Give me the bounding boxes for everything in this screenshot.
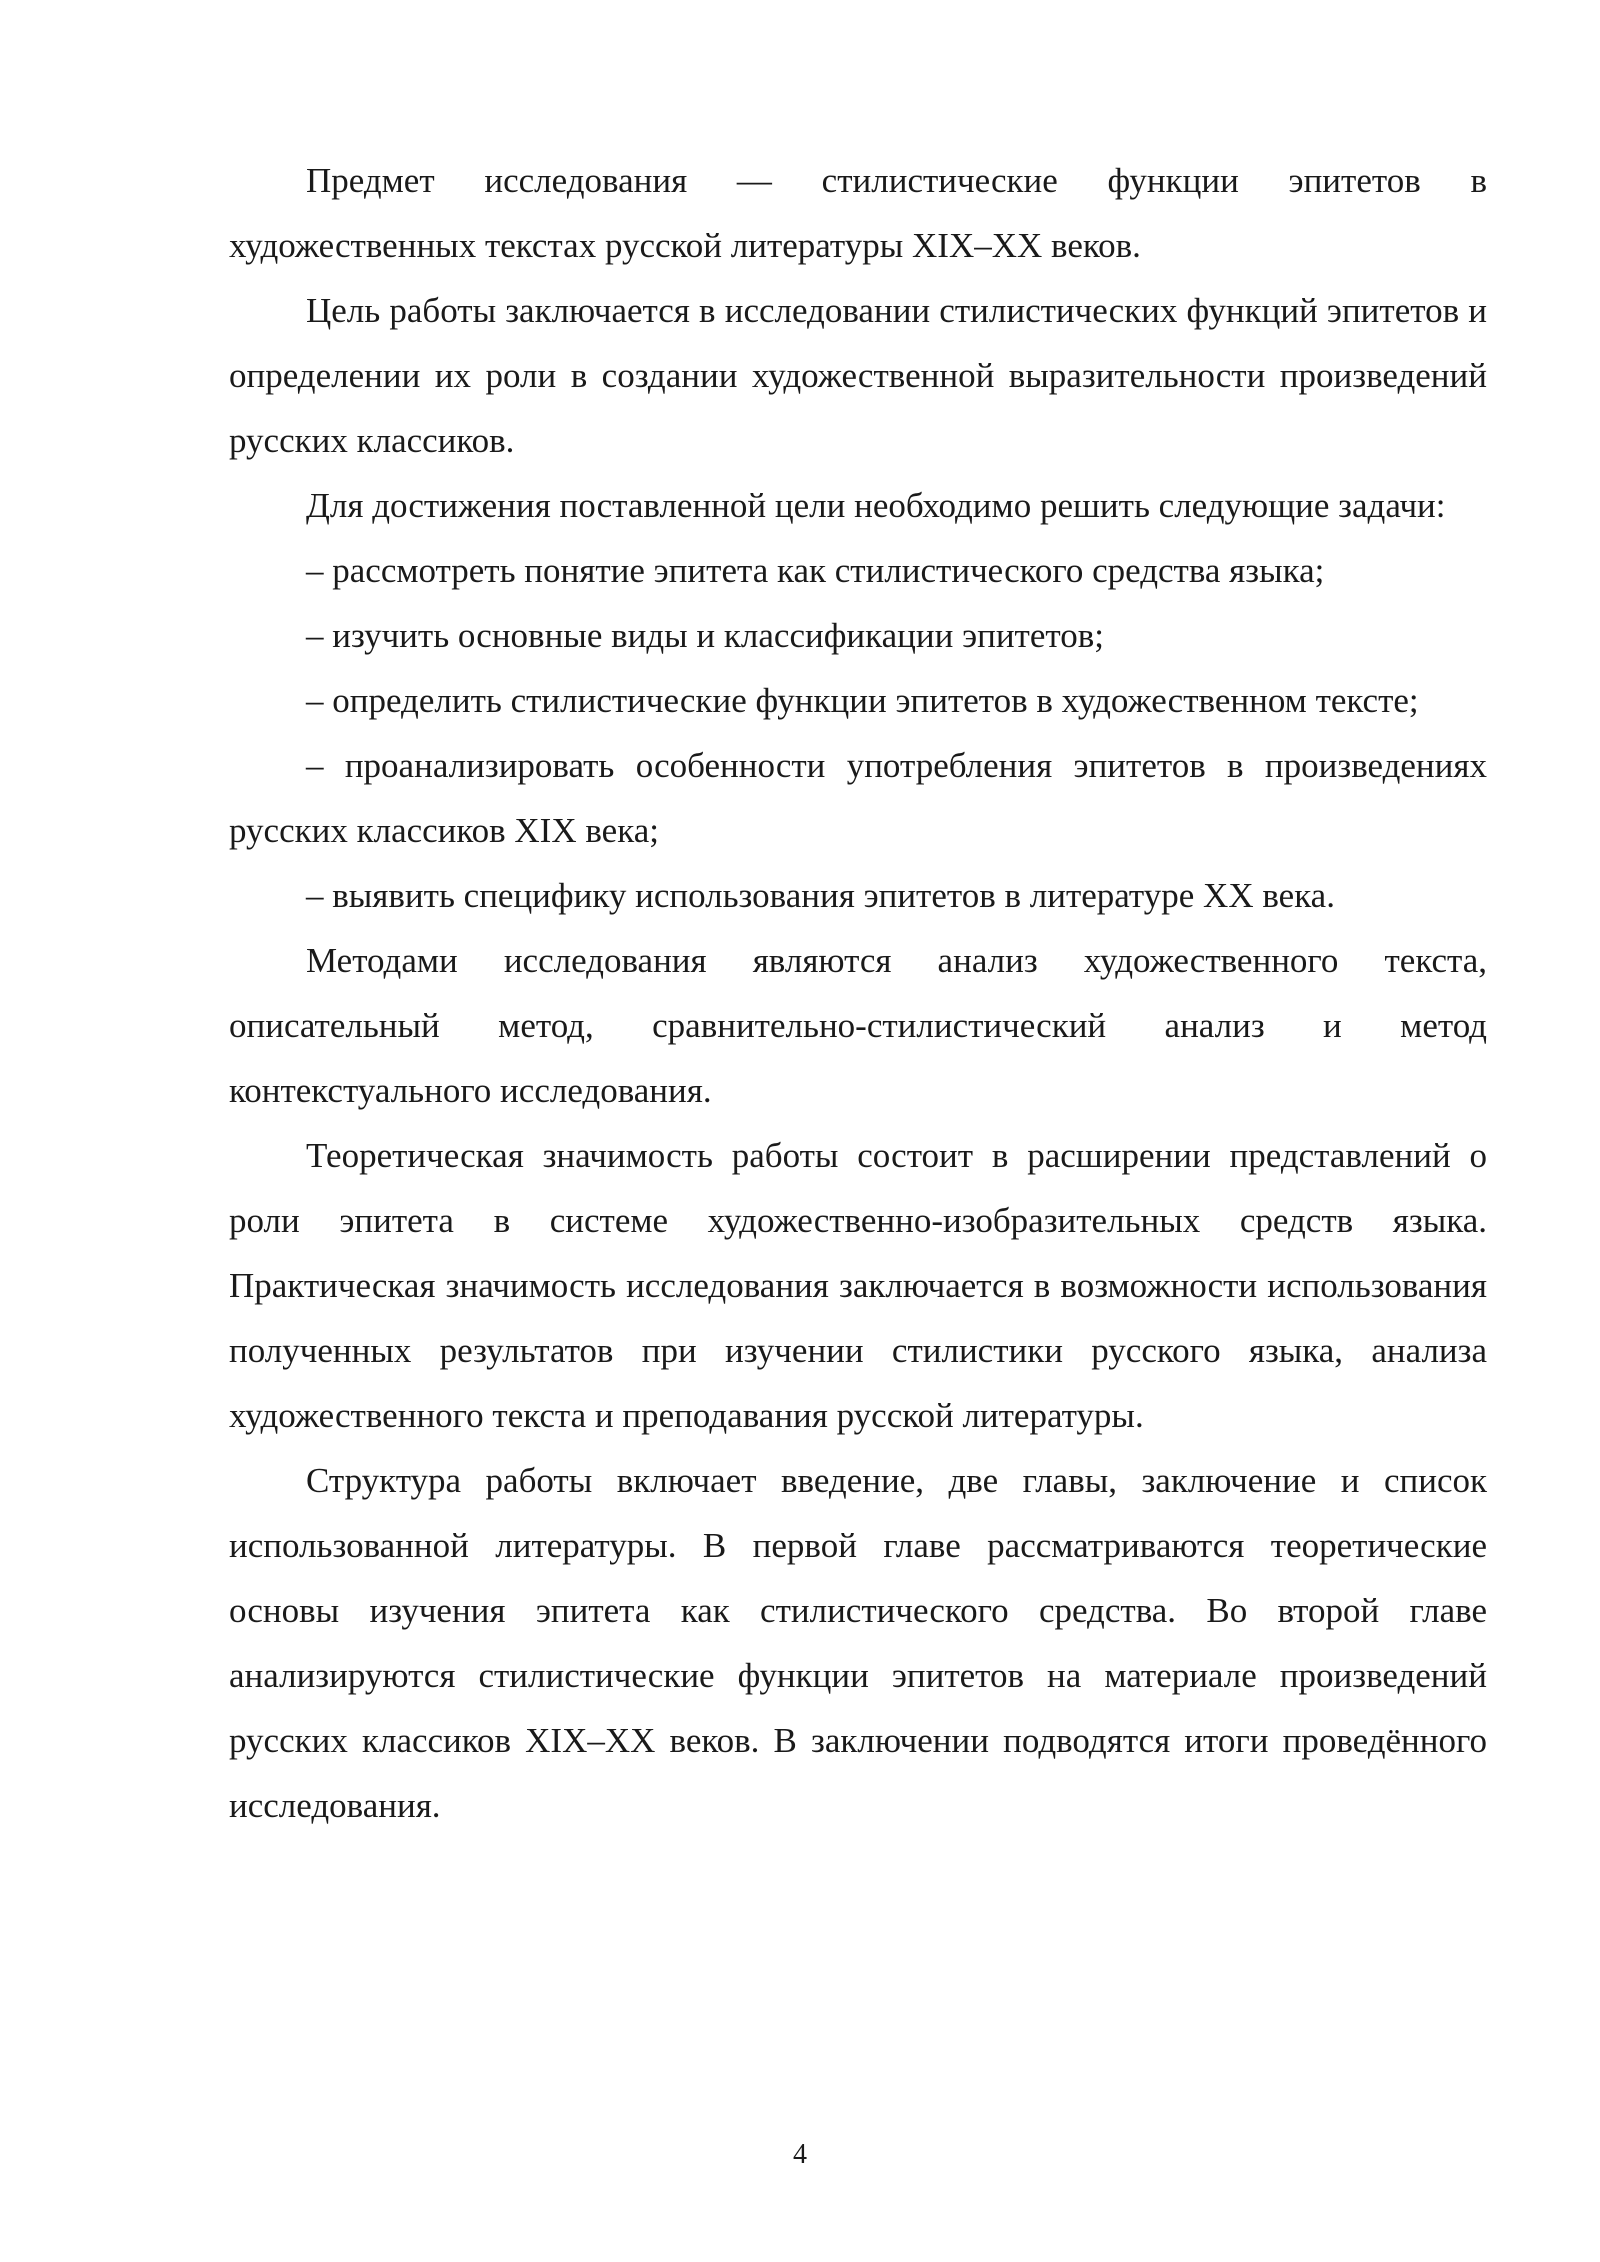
list-item-task-3: – определить стилистические функции эпитетов в художественном тексте; xyxy=(306,681,1419,720)
paragraph-goal: Цель работы заключается в исследовании стилистических функций эпитетов и определении их роли в создании художественной выразительности произведений русских классиков. xyxy=(229,291,1487,460)
list-item-task-4: – проанализировать особенности употребления эпитетов в произведениях русских классиков XIX века; xyxy=(229,746,1487,850)
paragraph-subject: Предмет исследования — стилистические функции эпитетов в художественных текстах русской литературы XIX–XX веков. xyxy=(229,161,1487,265)
paragraph-methods: Методами исследования являются анализ художественного текста, описательный метод, сравнительно-стилистический анализ и метод контекстуального исследования. xyxy=(229,941,1487,1110)
list-item-task-1: – рассмотреть понятие эпитета как стилистического средства языка; xyxy=(306,551,1325,590)
paragraph-significance: Теоретическая значимость работы состоит в расширении представлений о роли эпитета в системе художественно-изобразительных средств языка. Практическая значимость исследования заключается в возможности использования полученных результатов при изучении стилистики русского языка, анализа художественного текста и преподавания русской литературы. xyxy=(229,1136,1487,1435)
body-text xyxy=(229,148,1487,1838)
list-item-task-5: – выявить специфику использования эпитетов в литературе XX века. xyxy=(306,876,1335,915)
page-number: 4 xyxy=(793,2139,807,2170)
paragraph-structure: Структура работы включает введение, две главы, заключение и список использованной литературы. В первой главе рассматриваются теоретические основы изучения эпитета как стилистического средства. Во второй главе анализируются стилистические функции эпитетов на материале произведений русских классиков XIX–XX веков. В заключении подводятся итоги проведённого исследования. xyxy=(229,1461,1487,1825)
paragraph-tasks-intro: Для достижения поставленной цели необходимо решить следующие задачи: xyxy=(306,486,1446,525)
list-item-task-2: – изучить основные виды и классификации эпитетов; xyxy=(306,616,1104,655)
